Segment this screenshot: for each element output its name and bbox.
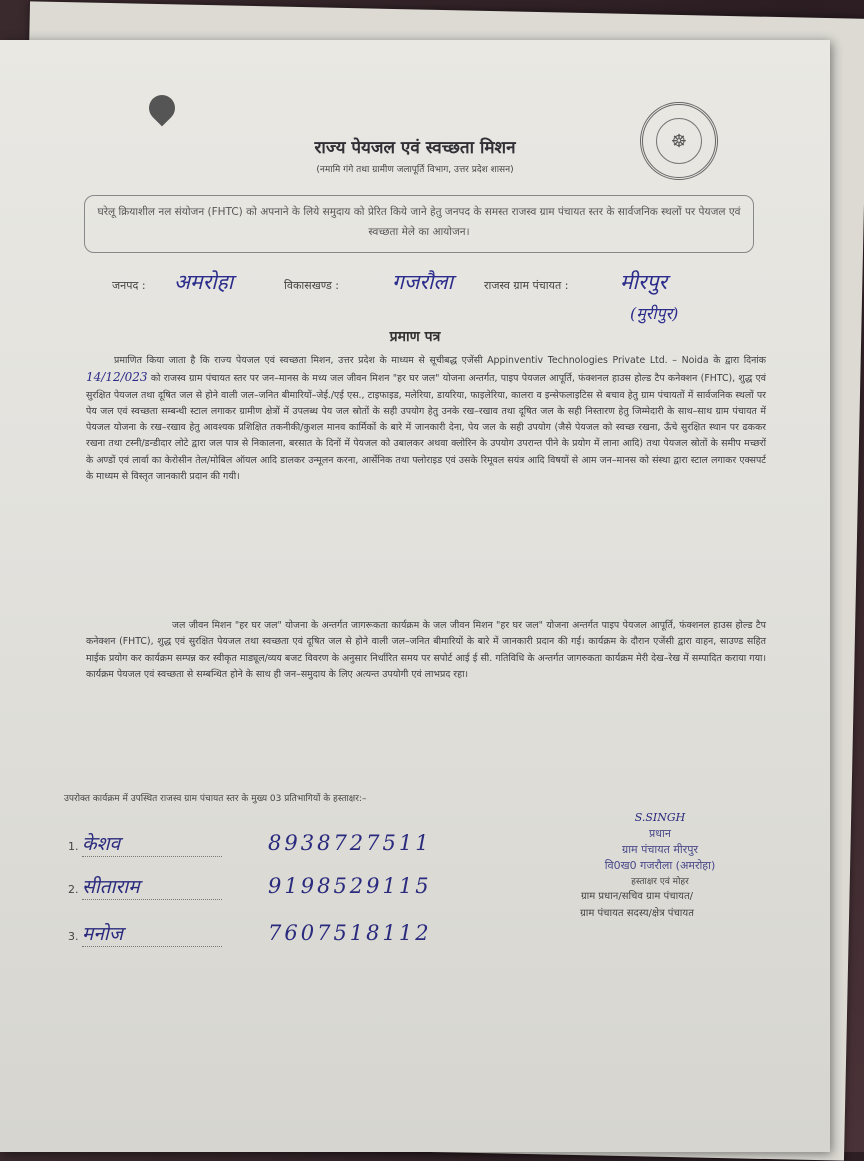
stamp-line-1: प्रधान [649,827,671,840]
pradhan-stamp [570,810,750,890]
vikaskhand-label: विकासखण्ड : [284,279,340,292]
water-drop-logo-icon [140,95,184,134]
role-label-1: ग्राम प्रधान/सचिव ग्राम पंचायत/ [580,891,694,902]
paragraph-1-start: प्रमाणित किया जाता है कि राज्य पेयजल एवं स्वच्छता मिशन, उत्तर प्रदेश के माध्यम से सूचीबद्ध एजेंसी Appinventiv Technologies Private Ltd. – Noida के द्वारा दिनांक [114,355,766,366]
program-date: 14/12/023 [86,370,148,385]
signatory-row [68,830,432,857]
signatory-phone: 7607518112 [268,921,432,945]
signatory-number: 3. [68,930,79,943]
pradhan-signature: S.SINGH [634,811,686,824]
signatory-name: सीताराम [82,873,222,900]
signatory-row [68,873,432,900]
signatory-number: 2. [68,883,79,896]
signatory-number: 1. [68,840,79,853]
role-label-2: ग्राम पंचायत सदस्य/क्षेत्र पंचायत [580,908,694,919]
signatory-phone: 8938727511 [268,831,432,855]
mission-subtitle: (नमामि गंगे तथा ग्रामीण जलापूर्ति विभाग, उत्तर प्रदेश शासन) [316,165,514,175]
certificate-heading: प्रमाण पत्र [389,329,441,345]
stamp-line-4: हस्ताक्षर एवं मोहर [631,877,689,887]
signatory-name: केशव [82,830,222,857]
certificate-paragraph-1 [86,353,766,485]
certificate-paragraph-2: जल जीवन मिशन "हर घर जल" योजना के अन्तर्गत जागरूकता कार्यक्रम के जल जीवन मिशन "हर घर जल" योजना अन्तर्गत पाइप पेयजल आपूर्ति, फंक्शनल हाउस होल्ड टैप कनेक्शन (FHTC), शुद्ध एवं सुरक्षित पेयजल तथा स्वच्छता एवं दूषित जल से होने वाली जल–जनित बीमारियों के बारे में जानकारी प्रदान की गई। कार्यक्रम के दौरान एजेंसी द्वारा वाहन, साउण्ड सहित माईक प्रयोग कर कार्यक्रम सम्पन्न कर स्वीकृत माड्यूल/व्यय बजट विवरण के अनुसार निर्धारित समय पर सपोर्ट आई ई सी. गतिविधि के अन्तर्गत जागरुकता कार्यक्रम मेरी देख–रेख में सम्पादित कराया गया। कार्यक्रम पेयजल एवं स्वच्छता से सम्बन्धित होने के साथ ही जन–समुदाय के लिए अत्यन्त उपयोगी एवं लाभप्रद रहा। [86,620,766,680]
stamp-line-3: वि0ख0 गजरौला (अमरोहा) [604,859,716,872]
paragraph-1-rest: को राजस्व ग्राम पंचायत स्तर पर जन–मानस के मध्य जल जीवन मिशन "हर घर जल" योजना अन्तर्गत, पाइप पेयजल आपूर्ति, फंक्शनल हाउस होल्ड टैप कनेक्शन (FHTC), शुद्ध एवं सुरक्षित पेयजल तथा दूषित जल से होने वाली जल–जनित बीमारियों–जेई./एई एस., टाइफाइड, मलेरिया, डायरिया, फाइलेरिया, कालरा व इन्सेफलाइटिस से बचाव हेतु ग्राम पंचायतों में सार्वजनिक स्थलों पर पेय जल एवं स्वच्छता सम्बन्धी स्टाल लगाकर ग्रामीण क्षेत्रों में उपलब्ध पेय जल स्रोतों के सही उपयोग हेतु उनके रख–रखाव तथा दूषित जल के सही निस्तारण हेतु जिम्मेदारी के साथ–साथ ग्राम पंचायत में पेयजल योजना के रख–रखाव हेतु आवश्यक प्रशिक्षित तकनीकी/कुशल मानव कार्मिकों के बारे में जानकारी देना, पेय जल के सही उपयोग (जैसे पेयजल को स्वच्छ रखना, ऊँचे सुरक्षित स्थान पर ढककर रखना तथा टस्नी/डन्डीदार लोटे द्वारा जल पात्र से निकालना, बरसात के दिनों में पेयजल को उबालकर अथवा क्लोरिन के उपयोग उपरान्त पीने के प्रयोग में लाना आदि) तथा पेयजल स्रोतों के समीप मच्छरों के अण्डों एवं लार्वा का केरोसीन तेल/मोबिल ऑयल आदि डालकर उन्मूलन करना, आर्सेनिक तथा फ्लोराइड एवं उसके रिमूवल सयंत्र आदि विषयों से आम जन–मानस को संस्था द्वारा स्टाल लगाकर एक्सपर्ट के माध्यम से विस्तृत जानकारी प्रदान की गयी। [86,373,766,483]
gram-panchayat-label: राजस्व ग्राम पंचायत : [484,279,569,292]
event-banner: घरेलू क्रियाशील नल संयोजन (FHTC) को अपनाने के लिये समुदाय को प्रेरित किये जाने हेतु जनपद के समस्त राजस्व ग्राम पंचायत स्तर के सार्वजनिक स्थलों पर पेयजल एवं स्वच्छता मेले का आयोजन। [84,195,754,253]
up-government-seal-icon: ☸ [640,102,718,180]
signatory-name: मनोज [82,920,222,947]
signatory-row [68,920,432,947]
janpad-label: जनपद : [112,279,146,292]
certificate-document [0,40,830,1152]
signatory-role-label [532,888,742,922]
signatories-intro: उपरोक्त कार्यक्रम में उपस्थित राजस्व ग्राम पंचायत स्तर के मुख्य 03 प्रतिभागियों के हस्ताक्षर:– [64,794,367,804]
vikaskhand-value: गजरौला [392,270,454,294]
signatory-phone: 9198529115 [268,874,432,898]
gram-panchayat-value-alt: (मुरीपुर) [630,304,679,323]
gram-panchayat-value: मीरपुर [620,270,668,294]
janpad-value: अमरोहा [174,270,234,294]
mission-title: राज्य पेयजल एवं स्वच्छता मिशन [314,138,516,158]
stamp-line-2: ग्राम पंचायत मीरपुर [621,843,699,856]
